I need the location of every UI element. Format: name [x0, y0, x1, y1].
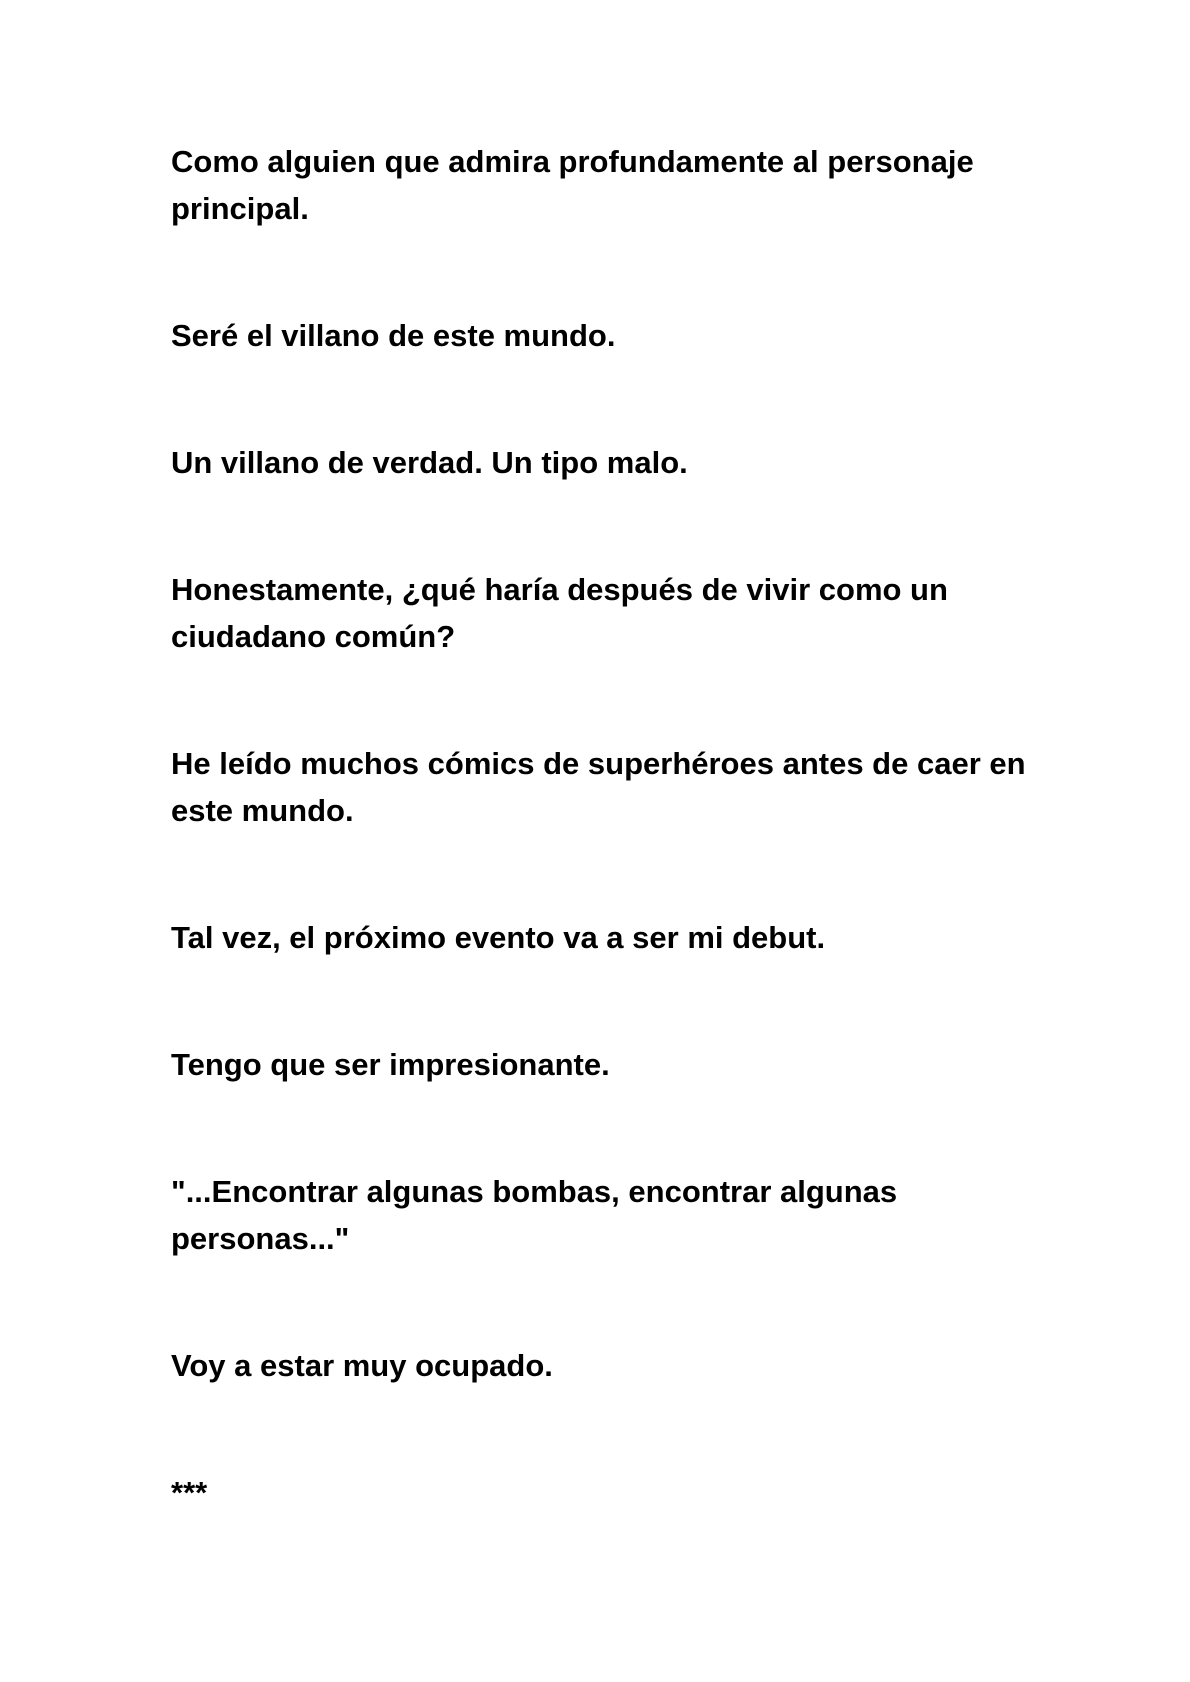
paragraph: "...Encontrar algunas bombas, encontrar algunas personas..."	[171, 1174, 898, 1256]
paragraph: Honestamente, ¿qué haría después de vivir como un ciudadano común?	[171, 572, 948, 654]
paragraph: Voy a estar muy ocupado.	[171, 1348, 553, 1383]
paragraph: Como alguien que admira profundamente al personaje principal.	[171, 144, 974, 226]
section-break: ***	[171, 1475, 208, 1510]
paragraph: Tengo que ser impresionante.	[171, 1047, 610, 1082]
paragraph: He leído muchos cómics de superhéroes antes de caer en este mundo.	[171, 746, 1026, 828]
paragraph: Seré el villano de este mundo.	[171, 318, 616, 353]
paragraph: Tal vez, el próximo evento va a ser mi debut.	[171, 920, 826, 955]
text-column	[171, 138, 1031, 1516]
paragraph: Un villano de verdad. Un tipo malo.	[171, 445, 688, 480]
